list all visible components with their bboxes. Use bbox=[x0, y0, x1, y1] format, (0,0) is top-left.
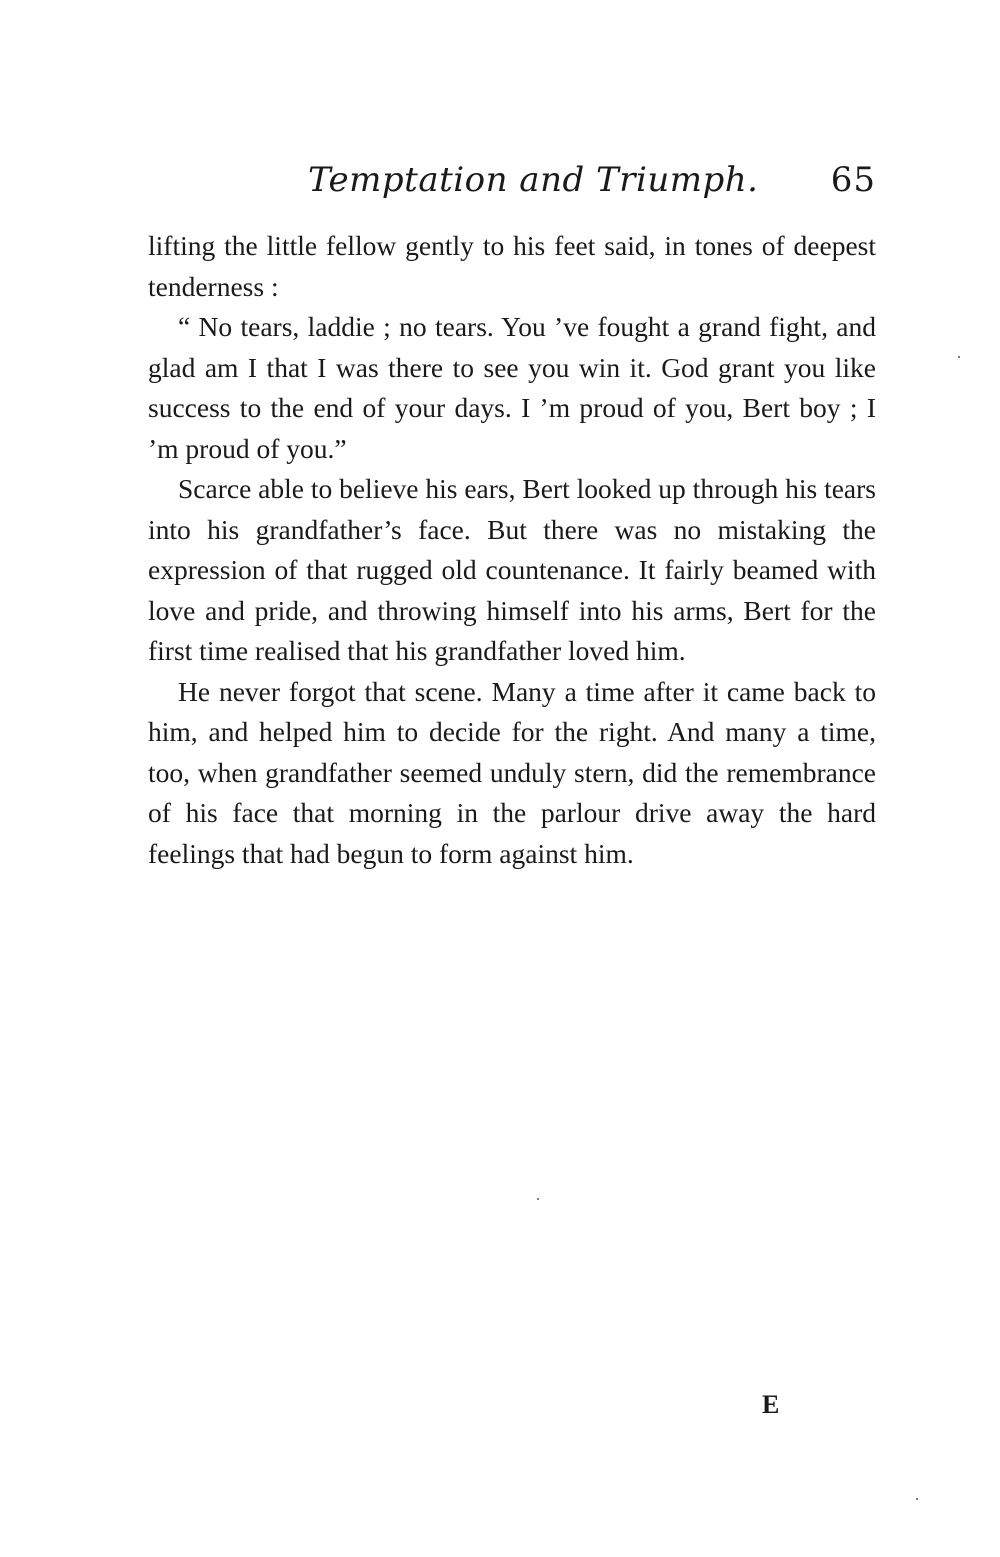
paper-speck bbox=[958, 356, 960, 358]
paper-speck bbox=[537, 1198, 539, 1200]
paragraph-scarce-able: Scarce able to believe his ears, Bert looked up through his tears into his grandfather’s face. But there was no mistaking the expression of that rugged old countenance. It fairly beamed with love and pride, and throwing himself into his arms, Bert for the first time realised that his grandfather loved him. bbox=[148, 473, 876, 666]
page-number: 65 bbox=[830, 160, 876, 200]
signature-mark: E bbox=[762, 1390, 780, 1419]
paragraph-continuation: lifting the little fellow gently to his feet said, in tones of deepest tenderness : bbox=[148, 230, 876, 302]
running-head bbox=[148, 160, 876, 210]
running-title: Temptation and Triumph. bbox=[308, 160, 759, 200]
paragraph-quote: “ No tears, laddie ; no tears. You ’ve fought a grand fight, and glad am I that I was there to see you win it. God grant you like success to the end of your days. I ’m proud of you, Bert boy ; I ’m proud of you.” bbox=[148, 311, 876, 464]
body-text bbox=[148, 226, 876, 874]
paragraph-never-forgot: He never forgot that scene. Many a time after it came back to him, and helped him to decide for the right. And many a time, too, when grandfather seemed unduly stern, did the remembrance of his face that morning in the parlour drive away the hard feelings that had begun to form against him. bbox=[148, 675, 876, 869]
paper-speck bbox=[916, 1498, 918, 1500]
